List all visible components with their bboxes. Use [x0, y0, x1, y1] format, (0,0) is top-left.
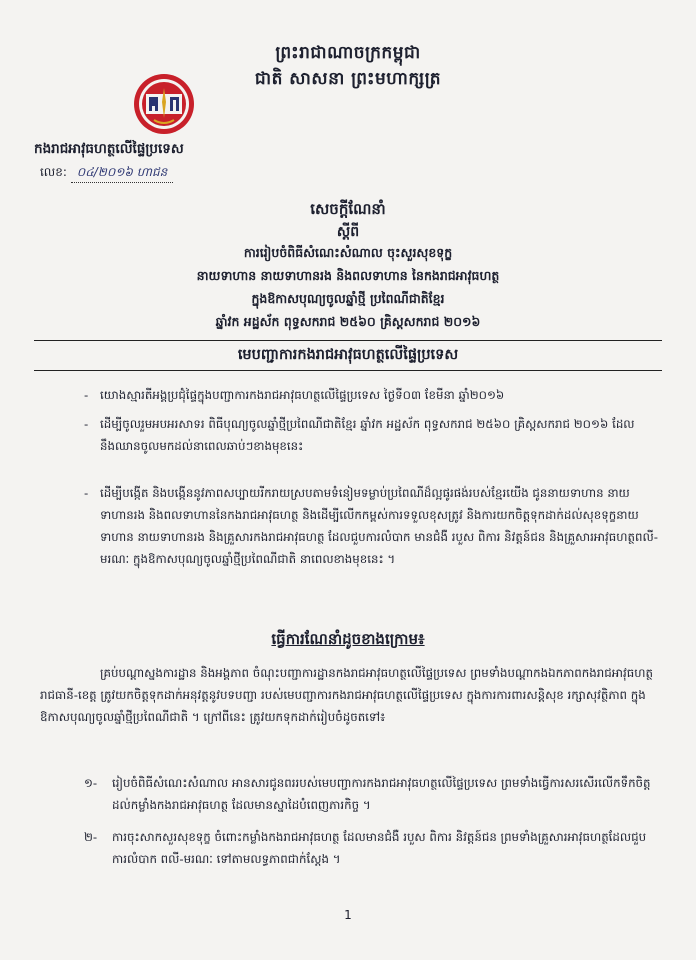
instruction-heading: ធ្វើការណែនាំដូចខាងក្រោម៖ [271, 630, 425, 648]
bullet-dash: - [84, 388, 89, 402]
reference-label: លេខ: [40, 165, 67, 179]
reference-value: ០៤/២០១៦ ហាជន [71, 164, 173, 183]
national-motto: ជាតិ សាសនា ព្រះមហាក្សត្រ [254, 69, 442, 89]
title-about: ស្តីពី [336, 224, 360, 240]
bullet-text: យោងស្មារតីអង្គប្រជុំផ្ទៃក្នុងបញ្ជាការកងរាជអាវុធហត្ថលើផ្ទៃប្រទេស ថ្ងៃទី០៣ ខែមីនា ឆ្នាំ២០១៦ [100, 388, 505, 402]
title-subject-4: ឆ្នាំវក អដ្ឋស័ក ពុទ្ធសករាជ ២៥៦០ គ្រិស្តសករាជ ២០១៦ [215, 314, 481, 329]
top-divider [34, 340, 662, 341]
list-item [84, 772, 660, 816]
list-item [84, 482, 660, 570]
bottom-divider [34, 370, 662, 371]
document-type: សេចក្តីណែនាំ [310, 200, 386, 218]
item-text: ការចុះសាកសួរសុខទុក្ខ ចំពោះកម្លាំងកងរាជអាវុធហត្ថ ដែលមានជំងឺ របួស ពិការ និវត្តន៍ជន ព្រមទាំងគ្រួសារអាវុធហត្ថដែលជួបការលំបាក ពលី-មរណៈ ទៅតាមលទ្ធភាពជាក់ស្តែង ។ [112, 830, 647, 866]
item-number: ១- [84, 776, 98, 790]
body-paragraph: គ្រប់បណ្តាស្នងការដ្ឋាន និងអង្គភាព ចំណុះបញ្ជាការដ្ឋានកងរាជអាវុធហត្ថលើផ្ទៃប្រទេស ព្រមទាំងបណ្តាកងឯកភាពកងរាជអាវុធហត្ថរាជធានី-ខេត្ត ត្រូវយកចិត្តទុកដាក់អនុវត្តនូវបទបញ្ជា របស់មេបញ្ជាការកងរាជអាវុធហត្ថលើផ្ទៃប្រទេស ក្នុងការការពារសន្តិសុខ រក្សាសុវត្ថិភាព ក្នុងឱកាសបុណ្យចូលឆ្នាំថ្មីប្រពៃណីជាតិ ។ ក្រៅពីនេះ ត្រូវយកទុកដាក់រៀបចំដូចតទៅ៖ [40, 666, 653, 724]
bullet-text: ដើម្បីបង្កើត និងបង្កើននូវភាពសប្បាយរីករាយស្របតាមទំនៀមទម្លាប់ប្រពៃណីដ៏ល្អផូរផង់របស់ខ្មែរយើង ជូននាយទាហាន នាយទាហានរង និងពលទាហាននៃកងរាជអាវុធហត្ថ និងដើម្បីលើកកម្ពស់ការទទួលខុសត្រូវ និងការយកចិត្តទុកដាក់ដល់សុខទុក្ខនាយទាហាន នាយទាហានរង និងគ្រួសារកងរាជអាវុធហត្ថ ដែលជួបការលំបាក មានជំងឺ របួស ពិការ និវត្តន៍ជន និងគ្រួសារអាវុធហត្ថពលី-មរណៈ ក្នុងឱកាសបុណ្យចូលឆ្នាំថ្មីប្រពៃណីជាតិ នាពេលខាងមុខនេះ ។ [100, 486, 658, 566]
bullet-dash: - [84, 417, 89, 431]
title-subject-1: ការរៀបចំពិធីសំណេះសំណាល ចុះសួរសុខទុក្ខ [243, 245, 453, 260]
list-item [84, 826, 660, 870]
kingdom-title: ព្រះរាជាណាចក្រកម្ពុជា [275, 43, 421, 63]
issuer-heading: មេបញ្ជាការកងរាជអាវុធហត្ថលើផ្ទៃប្រទេស [237, 347, 459, 363]
reference-number [40, 164, 173, 183]
title-subject-2: នាយទាហាន នាយទាហានរង និងពលទាហាន នៃកងរាជអាវុធហត្ថ [196, 268, 500, 283]
organization-name: កងរាជអាវុធហត្ថលើផ្ទៃប្រទេស [34, 141, 184, 157]
gendarmerie-emblem-logo [132, 72, 196, 136]
title-subject-3: ក្នុងឱកាសបុណ្យចូលឆ្នាំថ្មី ប្រពៃណីជាតិខ្មែរ [251, 291, 445, 306]
list-item [84, 413, 660, 457]
item-text: រៀបចំពិធីសំណេះសំណាល អានសារជូនពររបស់មេបញ្ជាការកងរាជអាវុធហត្ថលើផ្ទៃប្រទេស ព្រមទាំងធ្វើការសរសើរលើកទឹកចិត្ត ដល់កម្លាំងកងរាជអាវុធហត្ថ ដែលមានស្នាដៃបំពេញភារកិច្ច ។ [112, 776, 651, 812]
item-number: ២- [84, 830, 98, 844]
bullet-dash: - [84, 486, 89, 500]
list-item [84, 384, 660, 406]
bullet-text: ដើម្បីចូលរួមអបអរសាទរ ពិធីបុណ្យចូលឆ្នាំថ្មីប្រពៃណីជាតិខ្មែរ ឆ្នាំវក អដ្ឋស័ក ពុទ្ធសករាជ ២៥៦០ គ្រិស្តសករាជ ២០១៦ ដែលនឹងឈានចូលមកដល់នាពេលឆាប់ៗខាងមុខនេះ [100, 417, 635, 453]
page-number: 1 [344, 908, 352, 922]
